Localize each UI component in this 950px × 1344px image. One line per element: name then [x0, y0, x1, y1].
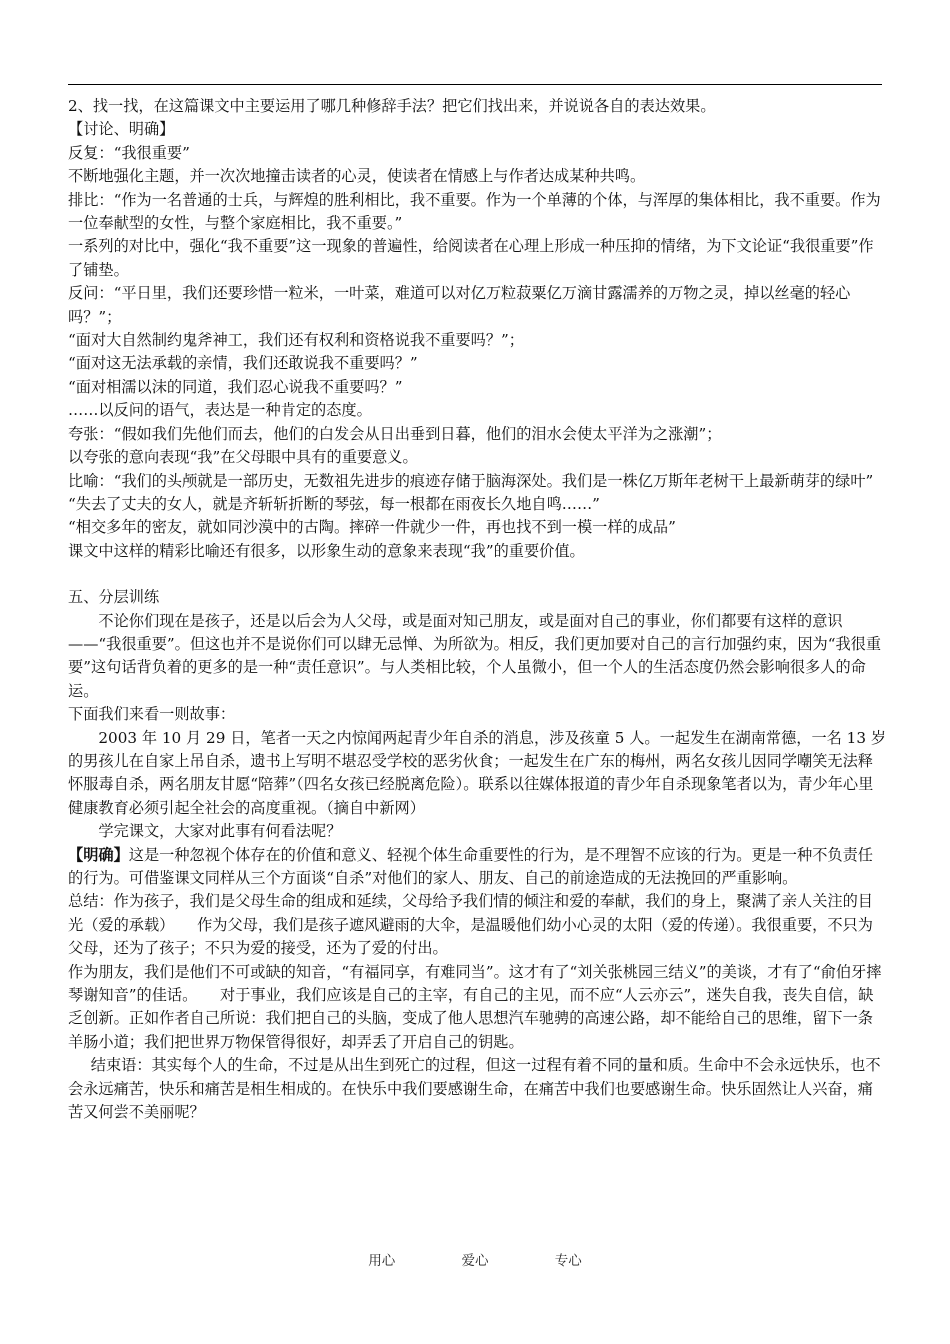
footer-item: 用心 [368, 1253, 396, 1269]
hyperbole: 夸张：“假如我们先他们而去，他们的白发会从日出垂到日暮，他们的泪水会使太平洋为之涨潮”； [68, 424, 722, 443]
footer-item: 专心 [554, 1253, 582, 1269]
paragraph-awareness: 不论你们现在是孩子，还是以后会为人父母，或是面对知己朋友，或是面对自己的事业，你们都要有这样的意识——“我很重要”。但这也并不是说你们可以肆无忌惮、为所欲为。相反，我们更加要对自己的言行加强约束，因为“我很重要”这句话背负着的更多的是一种“责任意识”。与人类相比较，个人虽微小，但一个人的生活态度仍然会影响很多人的命运。 [68, 611, 882, 700]
discussion-question: 学完课文，大家对此事有何看法呢？ [98, 822, 342, 841]
rhetorical-quote-2: “面对这无法承载的亲情，我们还敢说我不重要吗？” [68, 354, 418, 373]
document-body [68, 95, 888, 1124]
page-footer [0, 1249, 950, 1269]
question-2: 2、找一找，在这篇课文中主要运用了哪几种修辞手法？把它们找出来，并说说各自的表达效果。 [68, 97, 716, 115]
parallel-desc: 一系列的对比中，强化“我不重要”这一现象的普遍性，给阅读者在心理上形成一种压抑的情绪，为下文论证“我很重要”作了铺垫。 [68, 237, 874, 279]
clarify-label: 【明确】 [68, 845, 129, 864]
rhetorical-desc: ……以反问的语气，表达是一种肯定的态度。 [68, 401, 372, 420]
clarify-text: 这是一种忽视个体存在的价值和意义、轻视个体生命重要性的行为，是不理智不应该的行为。更是一种不负责任的行为。可借鉴课文同样从三个方面谈“自杀”对他们的家人、朋友、自己的前途造成的无法挽回的严重影响。 [68, 845, 873, 887]
metaphor-desc: 课文中这样的精彩比喻还有很多，以形象生动的意象来表现“我”的重要价值。 [68, 541, 585, 560]
section-gap [68, 563, 888, 586]
rhetorical-quote-1: “面对大自然制约鬼斧神工，我们还有权利和资格说我不重要吗？”； [68, 331, 524, 350]
repeat-label: 反复：“我很重要” [68, 143, 190, 162]
story-paragraph: 2003 年 10 月 29 日，笔者一天之内惊闻两起青少年自杀的消息，涉及孩童 5 人。一起发生在湖南常德，一名 13 岁的男孩儿在自家上吊自杀，遗书上写明不堪忍受学校的恶劣伙食；一起发生在广东的梅州，两名女孩儿因同学嘲笑无法释怀服毒自杀，两名朋友甘愿“陪葬”（四名女孩已经脱离危险）。联系以往媒体报道的青少年自杀现象笔者以为，青少年心里健康教育必须引起全社会的高度重视。（摘自中新网） [68, 728, 887, 817]
rhetorical-question: 反问：“平日里，我们还要珍惜一粒米，一叶菜，难道可以对亿万粒菽粟亿万滴甘露濡养的万物之灵，掉以丝毫的轻心吗？”； [68, 284, 851, 326]
footer-item: 爱心 [461, 1253, 489, 1269]
summary-2: 作为朋友，我们是他们不可或缺的知音，“有福同享，有难同当”。这才有了“刘关张桃园三结义”的美谈，才有了“俞伯牙摔琴谢知音”的佳话。 对于事业，我们应该是自己的主宰，有自己的主见，而不应“人云亦云”，迷失自我，丧失自信，缺乏创新。正如作者自己所说：我们把自己的头脑，变成了他人思想汽车驰骋的高速公路，却不能给自己的思维，留下一条羊肠小道；我们把世界万物保管得很好，却弄丢了开启自己的钥匙。 [68, 962, 882, 1051]
metaphor-quote-2: “失去了丈夫的女人，就是齐斩斩折断的琴弦，每一根都在雨夜长久地自鸣……” [68, 494, 600, 513]
story-intro: 下面我们来看一则故事： [68, 705, 236, 724]
parallel-quote: 排比：“作为一名普通的士兵，与辉煌的胜利相比，我不重要。作为一个单薄的个体，与浑厚的集体相比，我不重要。作为一位奉献型的女性，与整个家庭相比，我不重要。” [68, 190, 881, 233]
rhetorical-quote-3: “面对相濡以沫的同道，我们忍心说我不重要吗？” [68, 377, 403, 396]
summary-1: 总结：作为孩子，我们是父母生命的组成和延续，父母给予我们情的倾注和爱的奉献，我们的身上，聚满了亲人关注的目光（爱的承载） 作为父母，我们是孩子遮风避雨的大伞，是温暖他们幼小心灵的太阳（爱的传递）。我很重要，不只为父母，还为了孩子；不只为爱的接受，还为了爱的付出。 [68, 892, 873, 958]
clarify-paragraph [68, 844, 888, 891]
metaphor-quote-3: “相交多年的密友，就如同沙漠中的古陶。摔碎一件就少一件，再也找不到一模一样的成品” [68, 518, 676, 537]
discuss-heading: 【讨论、明确】 [68, 120, 175, 139]
repeat-desc: 不断地强化主题，并一次次地撞击读者的心灵，使读者在情感上与作者达成某种共鸣。 [68, 167, 646, 186]
section-5-title: 五、分层训练 [68, 588, 160, 607]
header-rule [68, 84, 882, 85]
metaphor: 比喻：“我们的头颅就是一部历史，无数祖先进步的痕迹存储于脑海深处。我们是一株亿万斯年老树干上最新萌芽的绿叶” [68, 471, 874, 490]
conclusion: 结束语：其实每个人的生命，不过是从出生到死亡的过程，但这一过程有着不同的量和质。生命中不会永远快乐，也不会永远痛苦，快乐和痛苦是相生相成的。在快乐中我们要感谢生命，在痛苦中我们也要感谢生命。快乐固然让人兴奋，痛苦又何尝不美丽呢？ [68, 1056, 881, 1122]
hyperbole-desc: 以夸张的意向表现“我”在父母眼中具有的重要意义。 [68, 448, 418, 467]
